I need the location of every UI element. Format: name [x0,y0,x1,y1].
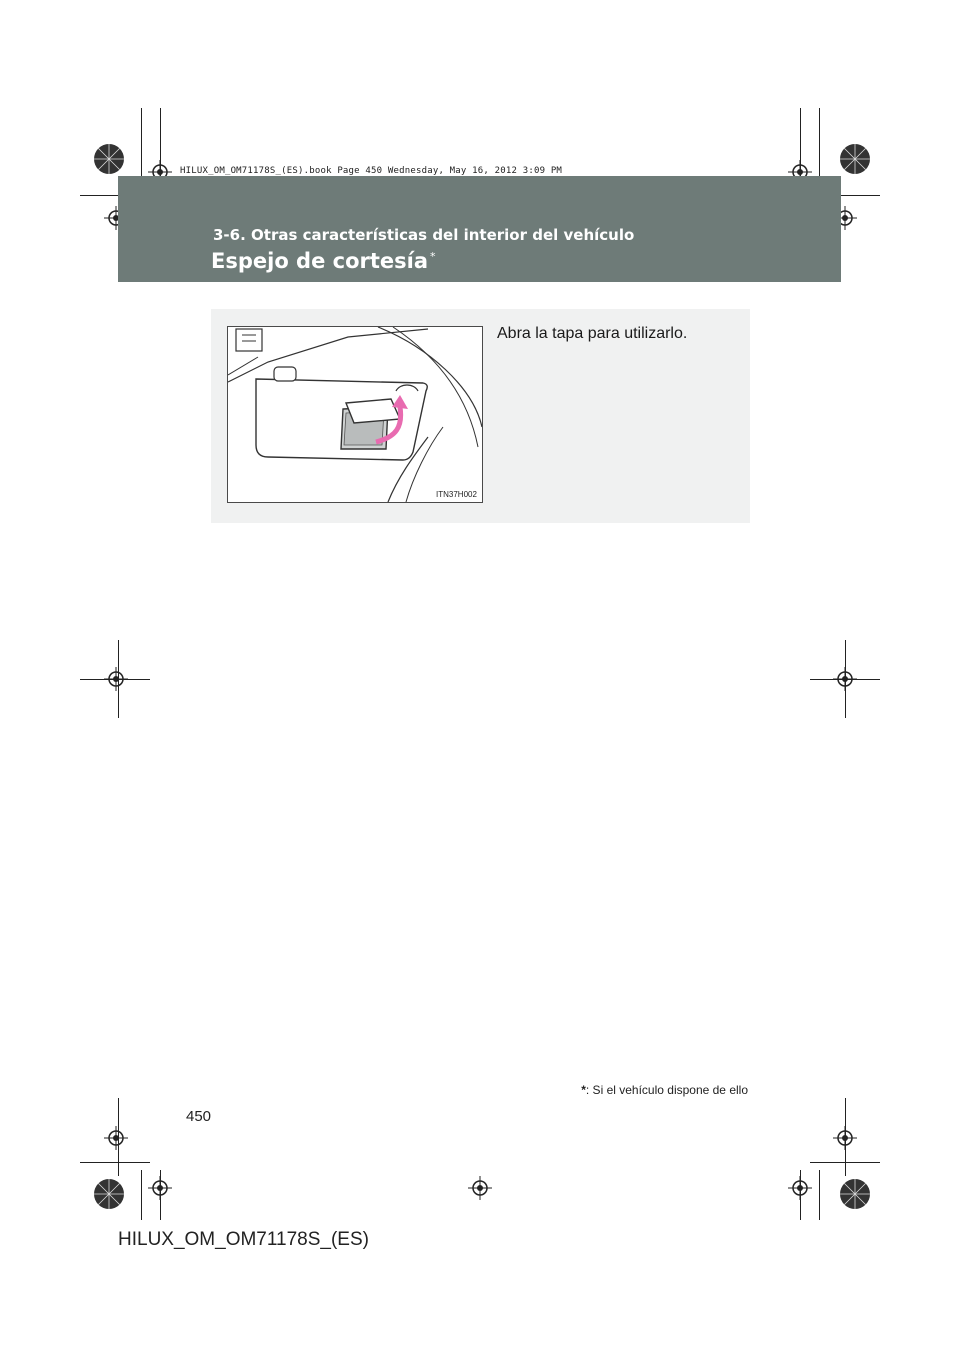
sun-visor-illustration [227,326,483,503]
illustration-code: ITN37H002 [436,490,477,499]
crosshair-mark [468,1176,492,1200]
file-info-stamp: HILUX_OM_OM71178S_(ES).book Page 450 Wednesday, May 16, 2012 3:09 PM [180,166,563,176]
crosshair-mark [104,1126,128,1150]
crosshair-mark [833,1126,857,1150]
crosshair-mark [148,1176,172,1200]
page-number: 450 [186,1108,212,1125]
instruction-text: Abra la tapa para utilizarlo. [497,325,688,342]
page-title-text: Espejo de cortesía [211,249,429,273]
document-code: HILUX_OM_OM71178S_(ES) [118,1229,369,1250]
registration-mark-bottom-right [838,1177,872,1211]
page-title-marker: * [430,250,436,263]
registration-mark-top-left [92,142,126,176]
registration-mark-bottom-left [92,1177,126,1211]
crosshair-mark [104,667,128,691]
registration-mark-top-right [838,142,872,176]
crosshair-mark [833,667,857,691]
footnote-text: : Si el vehículo dispone de ello [585,1083,748,1097]
crosshair-mark [788,1176,812,1200]
section-title: 3-6. Otras características del interior del vehículo [213,226,635,244]
vanity-mirror-drawing [228,327,482,502]
footnote-marker: * [581,1083,586,1097]
page-title [211,249,436,273]
footnote [581,1083,748,1097]
